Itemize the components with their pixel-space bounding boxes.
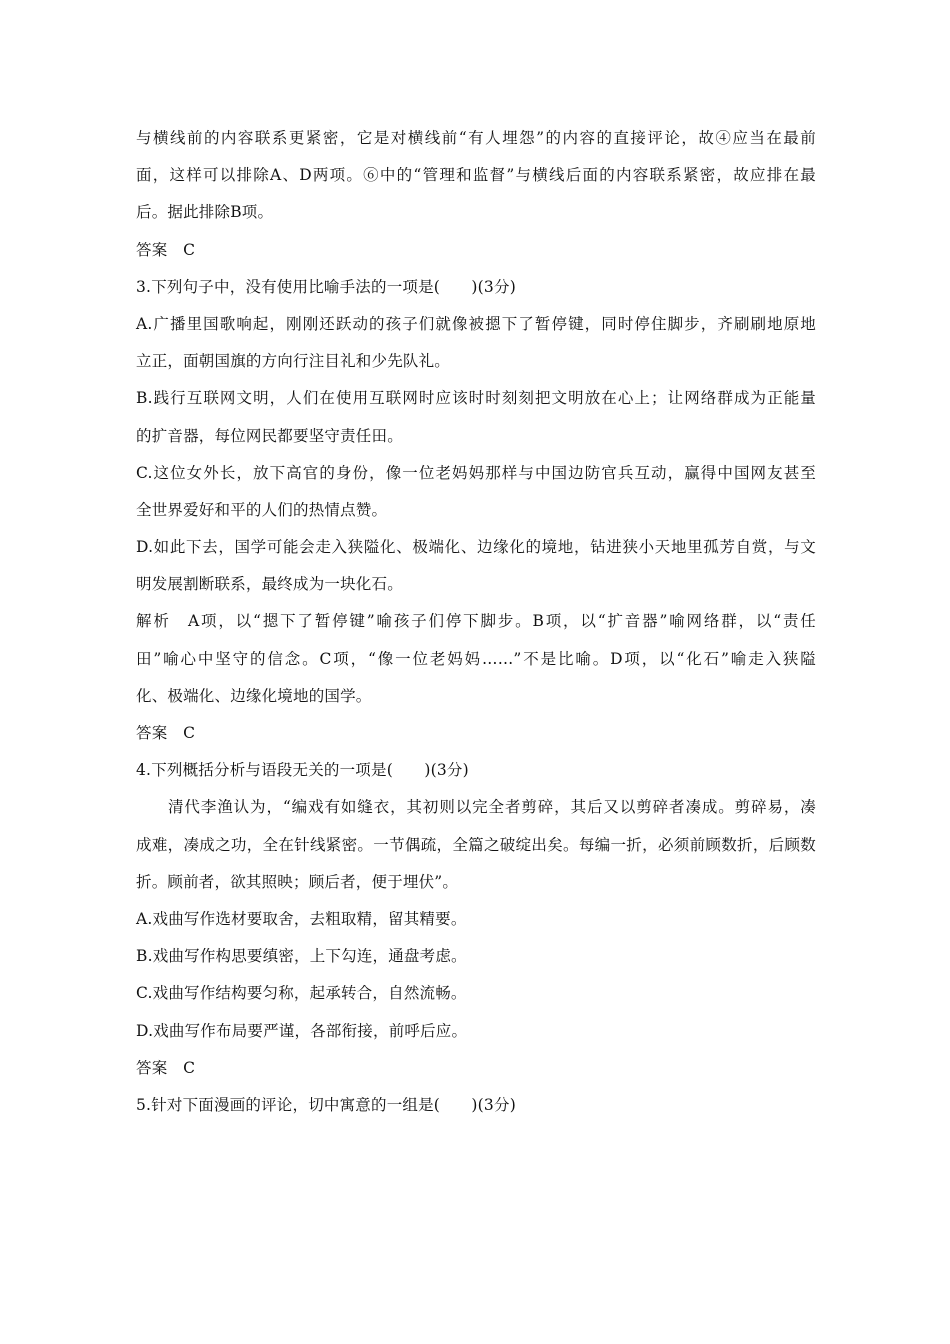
text-line: 立正，面朝国旗的方向行注目礼和少先队礼。: [136, 352, 451, 371]
answer-line: 答案 C: [136, 724, 196, 742]
option-b: B.践行互联网文明，人们在使用互联网时应该时时刻刻把文明放在心上；让网络群成为正能量: [136, 389, 816, 408]
text-line: 田”喻心中坚守的信念。C项，“像一位老妈妈……”不是比喻。D项，以“化石”喻走入狭隘: [136, 649, 816, 668]
question-3: 3.下列句子中，没有使用比喻手法的一项是( )(3分): [136, 277, 516, 296]
analysis-line: 解析 A项，以“摁下了暂停键”喻孩子们停下脚步。B项，以“扩音器”喻网络群，以“责任: [136, 612, 816, 631]
text-line: 与横线前的内容联系更紧密，它是对横线前“有人埋怨”的内容的直接评论，故④应当在最前: [136, 129, 816, 147]
option-a: A.戏曲写作选材要取舍，去粗取精，留其精要。: [136, 909, 467, 928]
option-d: D.如此下去，国学可能会走入狭隘化、极端化、边缘化的境地，钻进狭小天地里孤芳自赏，与文: [136, 538, 816, 557]
text-line: 明发展割断联系，最终成为一块化石。: [136, 575, 403, 594]
text-line: 面，这样可以排除A、D两项。⑥中的“管理和监督”与横线后面的内容联系紧密，故应排在最: [136, 166, 816, 185]
passage-line: 清代李渔认为，“编戏有如缝衣，其初则以完全者剪碎，其后又以剪碎者凑成。剪碎易，凑: [168, 798, 816, 817]
option-c: C.这位女外长，放下高官的身份，像一位老妈妈那样与中国边防官兵互动，赢得中国网友甚至: [136, 463, 816, 482]
option-d: D.戏曲写作布局要严谨，各部衔接，前呼后应。: [136, 1021, 468, 1040]
question-4: 4.下列概括分析与语段无关的一项是( )(3分): [136, 761, 469, 780]
text-line: 全世界爱好和平的人们的热情点赞。: [136, 500, 388, 519]
answer-line: 答案 C: [136, 240, 196, 259]
text-line: 的扩音器，每位网民都要坚守责任田。: [136, 426, 403, 445]
text-line: 化、极端化、边缘化境地的国学。: [136, 686, 372, 705]
answer-line: 答案 C: [136, 1058, 196, 1077]
option-b: B.戏曲写作构思要缜密，上下勾连，通盘考虑。: [136, 947, 467, 966]
text-line: 后。据此排除B项。: [136, 203, 274, 222]
option-c: C.戏曲写作结构要匀称，起承转合，自然流畅。: [136, 984, 467, 1003]
question-5: 5.针对下面漫画的评论，切中寓意的一组是( )(3分): [136, 1095, 516, 1114]
document-body: [136, 120, 816, 1124]
passage-line: 成难，凑成之功，全在针线紧密。一节偶疏，全篇之破绽出矣。每编一折，必须前顾数折，后顾数: [136, 835, 816, 854]
passage-line: 折。顾前者，欲其照映；顾后者，便于埋伏”。: [136, 872, 459, 891]
option-a: A.广播里国歌响起，刚刚还跃动的孩子们就像被摁下了暂停键，同时停住脚步，齐刷刷地原地: [136, 314, 816, 333]
